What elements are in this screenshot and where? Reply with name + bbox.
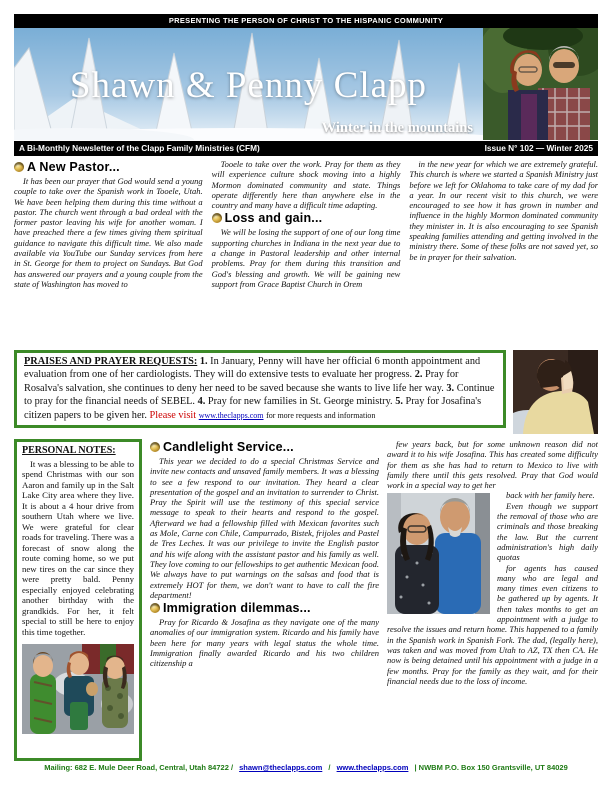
immigration-text-right-1: few years back, but for some unknown reason did not award it to his wife Josafina. This has created some difficulty for them as she has had to return to Mexico to live with family there until this gets resolved. Pray that God would work in a special way to get her <box>387 439 598 491</box>
prayer-requests-row <box>14 350 598 434</box>
new-pastor-title: A New Pastor... <box>27 160 120 174</box>
gold-ball-icon <box>150 603 160 613</box>
footer-contact-line <box>0 763 612 772</box>
loss-gain-title: Loss and gain... <box>224 211 323 226</box>
issue-bar-right: Issue N° 102 — Winter 2025 <box>484 143 593 153</box>
right-column <box>387 439 598 761</box>
issue-bar <box>14 141 598 156</box>
issue-bar-left: A Bi-Monthly Newsletter of the Clapp Family Ministries (CFM) <box>19 143 260 153</box>
prayer-item-text: In January, Penny will have her official 6 month appointment and evaluation from one of her cardiologists. They will do extensive tests to evaluate her progress. <box>24 356 481 381</box>
lead-article-columns <box>14 159 598 346</box>
immigration-text-right-2: for agents has caused many who are legal and many times even citizens to be gathered up by agents. It then takes months to get an appointment with a judge to resolve the issues and return home. This happened to a family in the Spanish work in Spanish Fork. The dad, (legally here), was taken and was moved from Utah to AZ, TX then CA. He now is being detained until his appointment with a judge in a few months. Pray for the family as they wait, and for their financial needs due to the loss of income. <box>387 562 598 686</box>
new-pastor-heading <box>14 160 203 174</box>
grandkids-image <box>22 644 134 734</box>
middle-column <box>150 439 379 761</box>
personal-notes-text: It was a blessing to be able to spend Christmas with our son Aaron and family up in the Salt Lake City area where they live. It is about a 4 hour drive from southern Utah where we live. We were grateful for clear roads for traveling. There was a forecast of snow along the route coming home, so we put new tires on the car since they were pretty bald. Penny especially enjoyed celebrating another birthday with the grandkids. For her, it felt special to still be here to enjoy this time together. <box>22 458 134 637</box>
newsletter-title: Shawn & Penny Clapp <box>69 65 428 106</box>
loss-gain-text-col2: We will be losing the support of one of our long time supporting churches in Indiana in the next year due to a change in Pastoral leadership and other internal problems. Pray for them during this transition and God's blessing and growth. We will be gaining new support from Grace Baptist Church in Orem <box>211 227 401 289</box>
prayer-item-number: 5. <box>395 396 403 408</box>
loss-gain-text-col3: in the new year for which we are extremely grateful. This church is where we started a Spanish Ministry just before we left for Oklahoma to take care of my dad for a year. In our recent visit to this church, we were encouraged to see how it has grown in number and influence in the highly Mormon dominated community they minister in. It is also encouraging to see Spanish speaking families attending and getting involved in the ministry there. Some of these folks are not saved yet, so be in prayer for their salvation. <box>409 159 598 262</box>
prayer-item-number: 4. <box>197 396 206 408</box>
immigration-text-mid: Pray for Ricardo & Josafina as they navigate one of the many anomalies of our immigration system. Ricardo and his family have been here for many years with legal status the whole time. Immigration finally awarded Ricardo and his two children citizenship a <box>150 617 379 669</box>
gold-ball-icon <box>150 442 160 452</box>
prayer-item-number: 3. <box>446 382 455 394</box>
clapp-couple-photo <box>483 28 598 140</box>
please-visit-text: Please visit <box>149 409 197 421</box>
pobox-address: | NWBM P.O. Box 150 Grantsville, UT 84029 <box>414 763 568 772</box>
personal-notes-box <box>14 439 142 761</box>
immigration-text-right-wrap2: Even though we support the removal of those who are criminals and those breaking the law. But the current administration's high daily quotas <box>497 500 598 563</box>
winter-photo <box>14 28 483 140</box>
immigration-heading <box>150 601 379 615</box>
prayer-item-number: 2. <box>414 369 423 381</box>
prayer-requests-title: PRAISES AND PRAYER REQUESTS: <box>24 356 198 367</box>
prayer-item-text: Pray for Rosalva's salvation, she continues to deny her need to be saved because she wants to live life her way. <box>24 369 459 394</box>
banner-text: PRESENTING THE PERSON OF CHRIST TO THE HISPANIC COMMUNITY <box>168 16 444 25</box>
email-link[interactable]: shawn@theclapps.com <box>239 763 323 772</box>
gold-ball-icon <box>14 162 24 172</box>
new-pastor-text-col2: Tooele to take over the work. Pray for them as they will experience culture shock moving into a highly Mormon dominated community and state. Things operate differently here than anywhere else in the country and many have a difficult time adapting. <box>211 159 401 211</box>
prayer-requests-box <box>14 350 506 428</box>
praying-woman-image <box>513 350 598 434</box>
candlelight-heading <box>150 440 379 454</box>
column-3 <box>409 159 598 346</box>
column-1 <box>14 159 203 346</box>
prayer-item-text: Continue to pray for the financial needs of SEBEL. <box>24 382 495 408</box>
bottom-section <box>14 439 598 761</box>
immigration-title: Immigration dilemmas... <box>163 601 311 616</box>
new-pastor-text-col1: It has been our prayer that God would send a young couple to take over the Spanish work in Tooele, Utah. We have been helping them during this time without a pastor. The church went through a bad ordeal with the former pastor leaving his wife for another woman. I have preached there a few times giving them spiritual guidance to navigate this difficult time. We also made available via YouTube our Sunday services from here in St. George for them to project on Sundays. But God has answered our prayers and a young couple from the state of Washington has moved to <box>14 176 203 289</box>
ricardo-josafina-photo <box>387 493 490 614</box>
grandkids-photo <box>22 644 134 734</box>
theclapps-link[interactable]: www.theclapps.com <box>198 410 264 420</box>
immigration-text-right-wrap1: back with her family here. <box>506 490 595 501</box>
more-requests-text: for more requests and information <box>266 410 376 420</box>
praying-woman-photo <box>513 350 598 434</box>
masthead <box>14 28 598 140</box>
candlelight-text: This year we decided to do a special Christmas Service and invite new contacts and unsaved family members. It was a blessing to see a few respond to our invitation. They heard a clear presentation of the gospel and an invitation to surrender to Christ. Pray the Spirit will use the testimony of this special service message to speak to their hearts and respond to the gospel. Afterward we had a fellowship filled with Mexican favorites such as Mole, Carne con Chile, Campurrado, Bistek, frijoles and Pastel de Tres Leches. It was our privilege to invite the English pastor and his wife along with the assistant pastor and his family as well. They love coming to our fellowships to get authentic Mexican food. We always have to put warnings on the salsas and food that is extremely HOT for them, we don't want to have to call the fire department! <box>150 456 379 600</box>
column-2 <box>212 159 401 346</box>
candlelight-title: Candlelight Service... <box>163 440 294 454</box>
personal-notes-title: PERSONAL NOTES: <box>22 445 116 456</box>
photo-caption: Winter in the mountains <box>321 120 473 136</box>
footer-separator: / <box>328 763 331 772</box>
mailing-address: Mailing: 682 E. Mule Deer Road, Central, Utah 84722 / <box>44 763 234 772</box>
ricardo-josafina-image <box>387 493 490 614</box>
prayer-item-text: Pray for Josafina's citizen papers to be given her. <box>24 396 482 421</box>
prayer-item-text: Pray for new families in St. George ministry. <box>207 396 393 408</box>
top-banner <box>14 14 598 28</box>
loss-gain-heading <box>212 211 401 225</box>
prayer-item-number: 1. <box>199 356 208 367</box>
gold-ball-icon <box>212 213 222 223</box>
website-link[interactable]: www.theclapps.com <box>336 763 409 772</box>
prayer-requests-text <box>24 355 496 422</box>
couple-portrait-image <box>483 28 598 140</box>
